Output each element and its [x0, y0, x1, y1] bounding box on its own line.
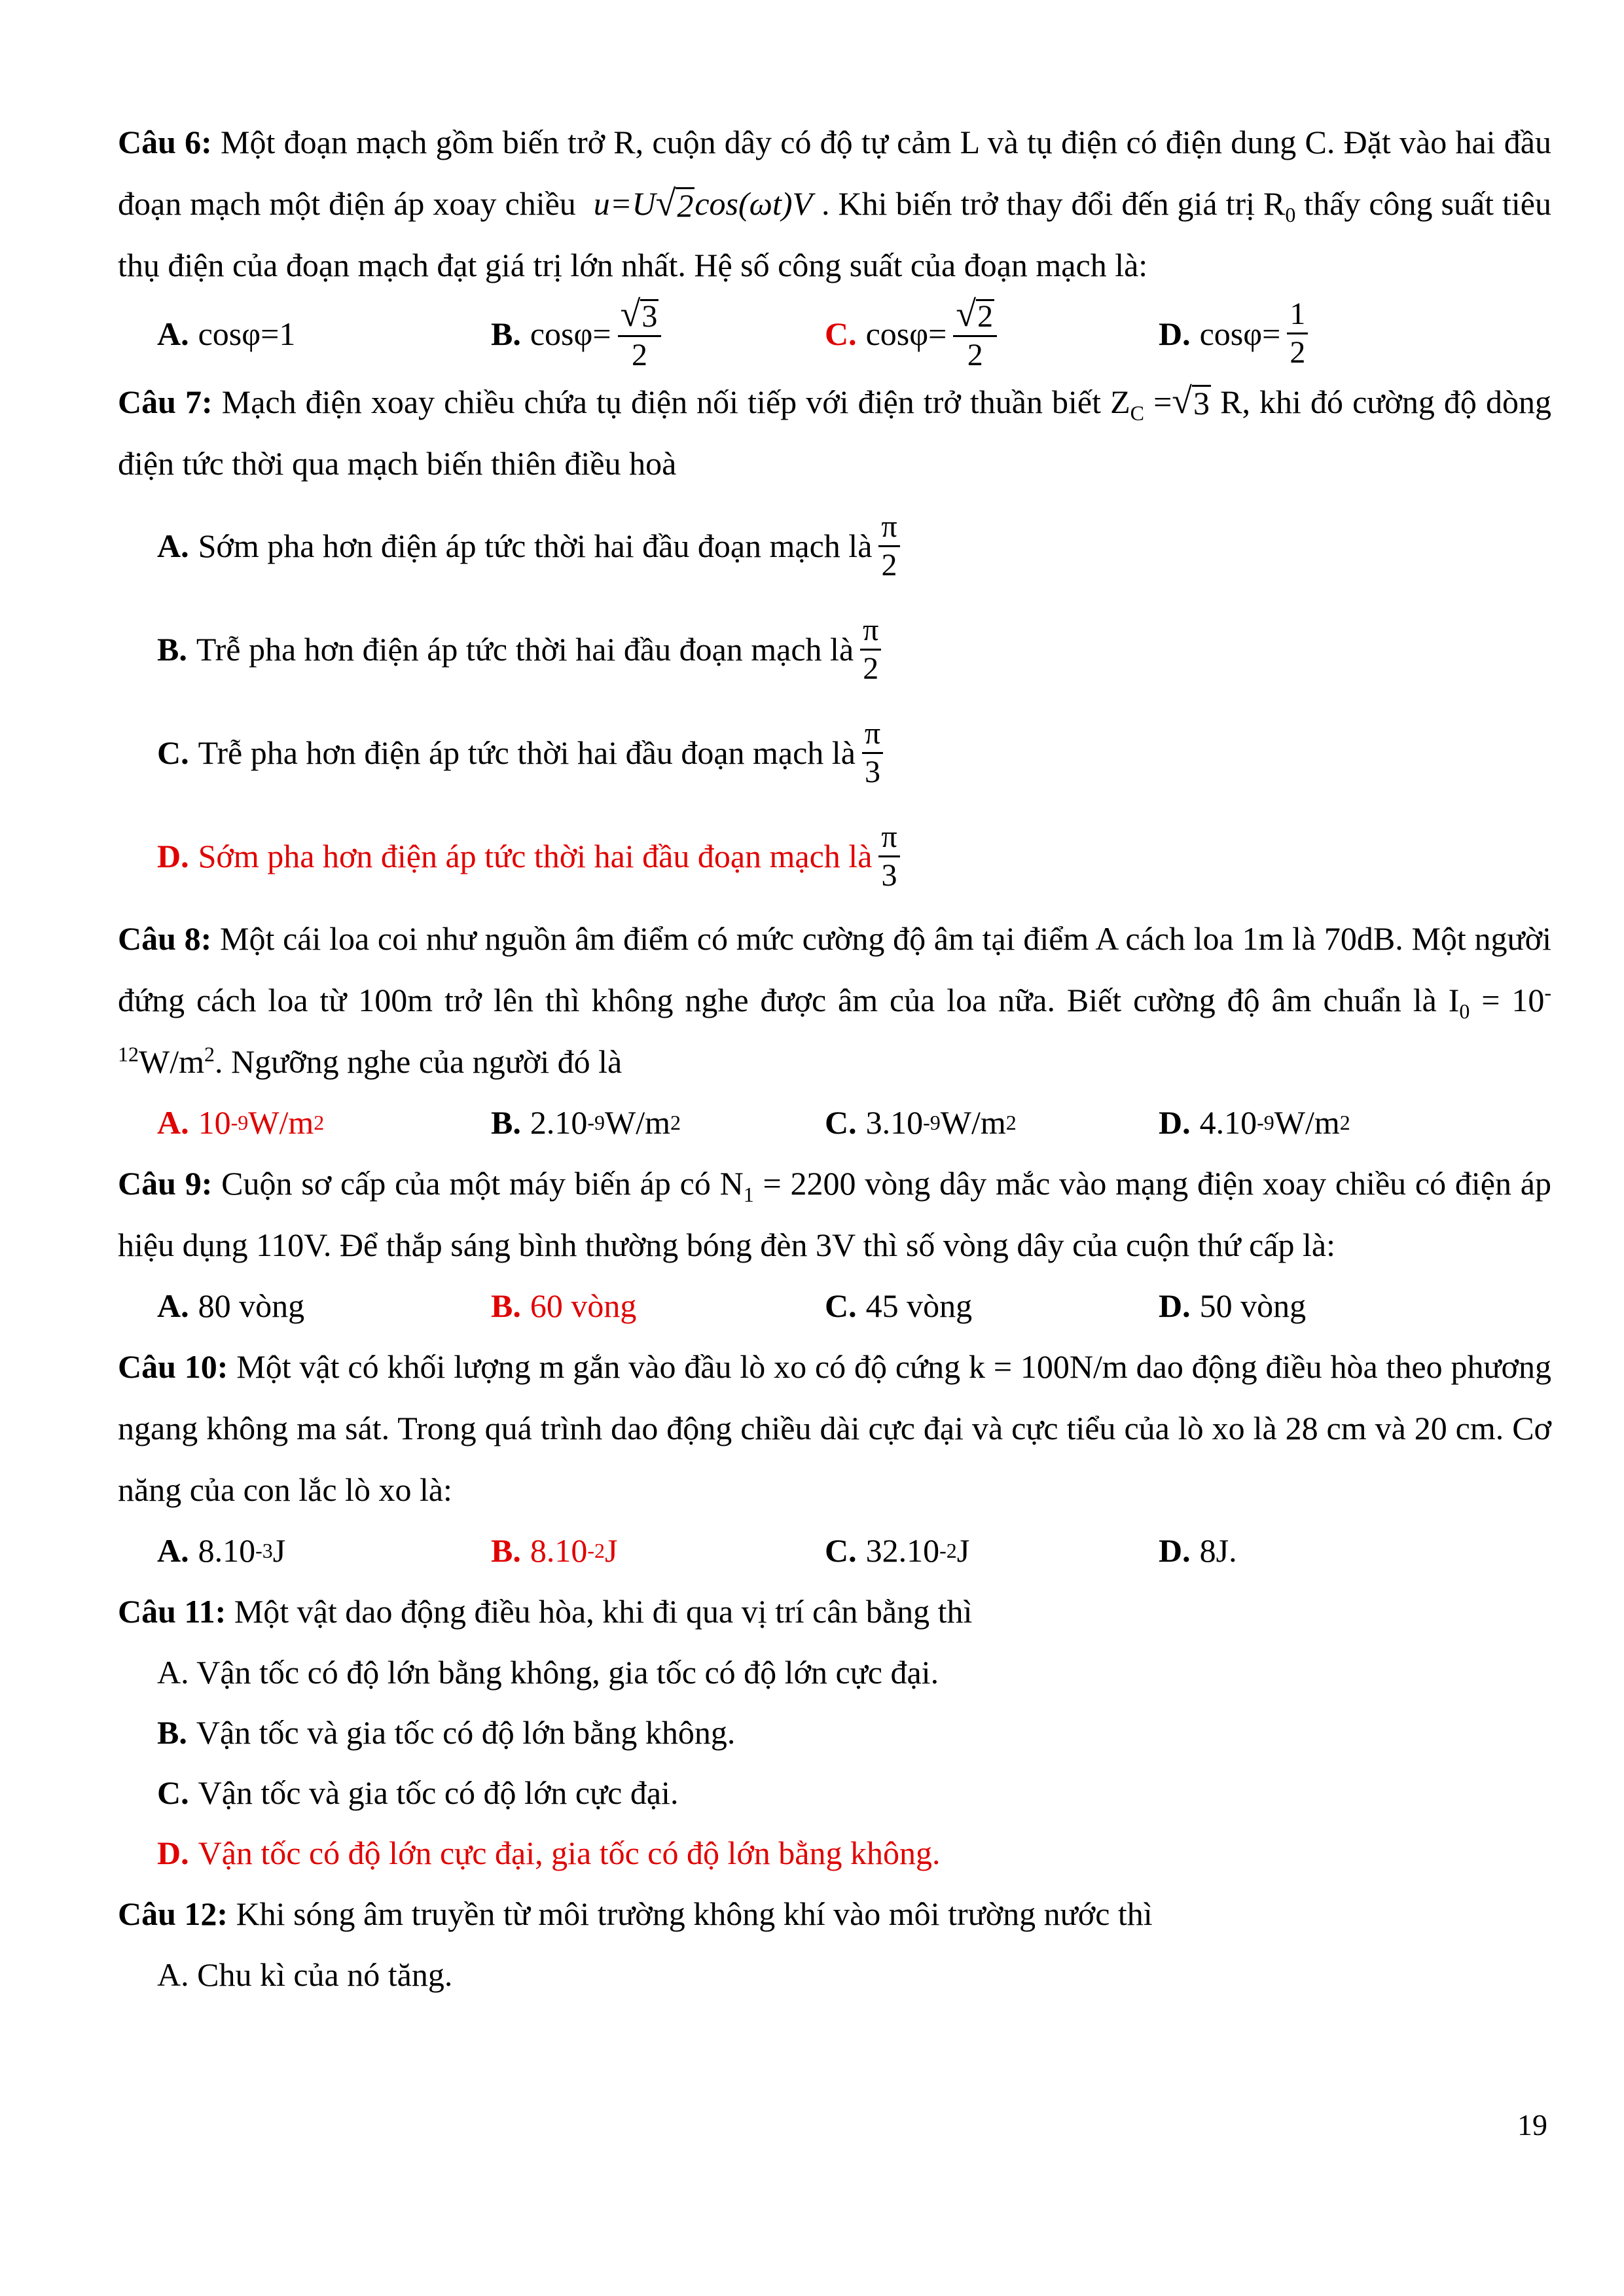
q8-option-d-unit: W/m	[1274, 1104, 1340, 1141]
q11-option-a-text: A. Vận tốc có độ lớn bằng không, gia tốc có độ lớn cực đại.	[157, 1654, 939, 1691]
question-7	[118, 371, 1551, 494]
q8-option-c[interactable]: C. 3.10 -9 W/m 2	[825, 1092, 1159, 1153]
question-9-text-a: Cuộn sơ cấp của một máy biến áp có N	[212, 1165, 744, 1202]
q10-option-a[interactable]: A. 8.10 -3 J	[157, 1520, 491, 1581]
zc-subscript: C	[1130, 401, 1144, 425]
q8-option-b-base: 2.10	[530, 1104, 588, 1141]
q10-option-a-unit: J	[272, 1532, 286, 1569]
q7-option-d-label: D.	[157, 838, 189, 874]
q6-option-c-fraction: √ 2 2	[953, 296, 997, 371]
q10-option-c[interactable]: C. 32.10 -2 J	[825, 1520, 1159, 1581]
q7-option-c-num: π	[862, 718, 883, 754]
q6-option-a[interactable]	[157, 298, 491, 370]
q10-option-d-text: 8J.	[1199, 1532, 1237, 1569]
question-6-text-b: . Khi biến trở thay đổi đến giá trị R	[821, 185, 1286, 222]
q10-option-a-label: A.	[157, 1532, 189, 1569]
q8-option-a-unit: W/m	[248, 1104, 314, 1141]
q9-option-a-label: A.	[157, 1287, 189, 1324]
q8-option-b-label: B.	[491, 1104, 521, 1141]
q12-option-a[interactable]	[118, 1945, 1551, 2005]
q6-option-b-prefix: cosφ=	[530, 315, 611, 352]
q10-option-c-label: C.	[825, 1532, 857, 1569]
q6-option-b-label: B.	[491, 315, 521, 352]
sqrt-2: √ 2	[655, 183, 694, 224]
q11-option-b[interactable]	[118, 1702, 1551, 1763]
r0-subscript: 0	[1285, 203, 1296, 226]
q7-option-b-den: 2	[863, 651, 879, 686]
question-10-label: Câu 10:	[118, 1348, 228, 1385]
q9-option-c-text: 45 vòng	[865, 1287, 973, 1324]
question-12	[118, 1883, 1551, 1945]
q8-option-b[interactable]: B. 2.10 -9 W/m 2	[491, 1092, 825, 1153]
q8-option-b-unit: W/m	[605, 1104, 670, 1141]
q9-option-d-label: D.	[1159, 1287, 1191, 1324]
q6-option-c[interactable]	[825, 296, 1159, 371]
q9-option-a-text: 80 vòng	[198, 1287, 305, 1324]
q8-option-d-label: D.	[1159, 1104, 1191, 1141]
q7-option-c-label: C.	[157, 734, 189, 771]
q8-option-c-unit: W/m	[940, 1104, 1006, 1141]
q7-option-b[interactable]	[118, 598, 1551, 701]
q10-option-c-base: 32.10	[865, 1532, 940, 1569]
question-11-label: Câu 11:	[118, 1593, 226, 1630]
question-6-text-c: thấy công suất tiêu thụ điện của đoạn mạch đạt giá trị lớn nhất. Hệ số công suất của đoạn mạch là:	[118, 185, 1552, 283]
q6-option-a-text: cosφ=1	[198, 315, 296, 352]
question-6-options	[118, 296, 1551, 371]
q7-option-a-fraction	[878, 511, 899, 581]
q6-option-d-fraction	[1287, 298, 1308, 368]
q7-option-c[interactable]	[118, 701, 1551, 804]
question-9-options	[118, 1276, 1551, 1336]
question-10	[118, 1336, 1551, 1520]
q7-option-d-den: 3	[881, 857, 897, 893]
q8-option-a-base: 10	[198, 1104, 231, 1141]
q8-option-d[interactable]: D. 4.10 -9 W/m 2	[1159, 1092, 1492, 1153]
question-12-label: Câu 12:	[118, 1895, 228, 1932]
q11-option-d-text: Vận tốc có độ lớn cực đại, gia tốc có độ lớn bằng không.	[198, 1835, 941, 1871]
q6-option-d-den: 2	[1290, 335, 1306, 370]
q10-option-b-base: 8.10	[530, 1532, 588, 1569]
question-8-unit-square: 2	[204, 1042, 215, 1066]
question-9	[118, 1153, 1551, 1276]
q10-option-a-base: 8.10	[198, 1532, 256, 1569]
q11-option-c-text: Vận tốc và gia tốc có độ lớn cực đại.	[198, 1774, 679, 1811]
q9-option-b[interactable]	[491, 1276, 825, 1336]
question-7-text-b: R, khi đó cường độ dòng điện tức thời qua mạch biến thiên điều hoà	[118, 384, 1551, 482]
question-7-eq: =	[1144, 384, 1172, 420]
q7-option-b-text: Trễ pha hơn điện áp tức thời hai đầu đoạn mạch là	[196, 631, 854, 668]
q7-option-a-text: Sớm pha hơn điện áp tức thời hai đầu đoạn mạch là	[198, 528, 873, 564]
q11-option-d-label: D.	[157, 1835, 189, 1871]
q8-option-a[interactable]: A. 10 -9 W/m 2	[157, 1092, 491, 1153]
question-8-text-d: . Ngưỡng nghe của người đó là	[214, 1043, 623, 1080]
q7-option-b-num: π	[860, 615, 881, 651]
i0-subscript: 0	[1459, 999, 1470, 1023]
question-6-text-a: Một đoạn mạch gồm biến trở R, cuộn dây có độ tự cảm L và tụ điện có điện dung C. Đặt vào hai đầu đoạn mạch một điện áp xoay chiều	[118, 124, 1551, 222]
q7-option-c-fraction	[862, 715, 883, 789]
q6-option-b-num: 3	[641, 299, 658, 334]
q12-option-a-text: A. Chu kì của nó tăng.	[157, 1956, 453, 1993]
question-10-text: Một vật có khối lượng m gắn vào đầu lò xo có độ cứng k = 100N/m dao động điều hòa theo phương ngang không ma sát. Trong quá trình dao động chiều dài cực đại và cực tiểu của lò xo là 28 cm và 20 cm. Cơ năng của con lắc lò xo là:	[118, 1348, 1551, 1508]
sqrt-3: √ 3	[1172, 381, 1210, 422]
q7-option-d-num: π	[878, 821, 899, 857]
q6-option-c-num: 2	[977, 299, 994, 334]
sqrt-2-value: 2	[677, 187, 694, 224]
q11-option-a[interactable]	[118, 1642, 1551, 1702]
question-9-label: Câu 9:	[118, 1165, 213, 1202]
q7-option-d-text: Sớm pha hơn điện áp tức thời hai đầu đoạn mạch là	[198, 838, 873, 874]
question-6	[118, 111, 1551, 296]
q11-option-d[interactable]	[118, 1823, 1551, 1883]
q7-option-c-text: Trễ pha hơn điện áp tức thời hai đầu đoạn mạch là	[198, 734, 856, 771]
question-9-text-b: = 2200 vòng dây mắc vào mạng điện xoay chiều có điện áp hiệu dụng 110V. Để thắp sáng bình thường bóng đèn 3V thì số vòng dây của cuộn thứ cấp là:	[118, 1165, 1551, 1263]
q9-option-c-label: C.	[825, 1287, 857, 1324]
question-8-exponent: -12	[118, 980, 1551, 1066]
q9-option-c[interactable]	[825, 1276, 1159, 1336]
q6-option-d-num: 1	[1287, 298, 1308, 334]
q6-option-c-label: C.	[825, 315, 857, 352]
question-6-label: Câu 6:	[118, 124, 212, 160]
question-8-label: Câu 8:	[118, 920, 212, 957]
q11-option-c[interactable]	[118, 1763, 1551, 1823]
q9-option-d-text: 50 vòng	[1199, 1287, 1307, 1324]
q10-option-d-label: D.	[1159, 1532, 1191, 1569]
q6-option-b[interactable]	[491, 296, 825, 371]
q6-option-c-prefix: cosφ=	[865, 315, 947, 352]
q10-option-d[interactable]	[1159, 1520, 1492, 1581]
q8-option-c-base: 3.10	[865, 1104, 924, 1141]
q6-option-b-den: 2	[631, 338, 647, 372]
q7-option-b-label: B.	[157, 631, 187, 668]
question-8-text-b: = 10	[1470, 982, 1545, 1018]
q11-option-b-text: Vận tốc và gia tốc có độ lớn bằng không.	[196, 1714, 736, 1751]
q7-option-b-fraction	[860, 612, 881, 686]
q6-option-d-label: D.	[1159, 315, 1191, 352]
q7-option-d[interactable]	[118, 804, 1551, 908]
q7-option-a-label: A.	[157, 528, 189, 564]
document-page	[118, 111, 1551, 2005]
question-8-unit: W/m	[139, 1043, 204, 1080]
q11-option-b-label: B.	[157, 1714, 187, 1751]
formula-u-lhs: u=U	[593, 185, 656, 222]
q10-option-b-unit: J	[605, 1532, 618, 1569]
q9-option-b-text: 60 vòng	[530, 1287, 637, 1324]
page-number: 19	[1517, 2108, 1547, 2142]
q6-option-b-fraction: √ 3 2	[618, 296, 662, 371]
q8-option-a-label: A.	[157, 1104, 189, 1141]
formula-u-rest: cos(ωt)V	[695, 185, 813, 222]
question-8-text-a: Một cái loa coi như nguồn âm điểm có mức cường độ âm tại điểm A cách loa 1m là 70dB. Một người đứng cách loa từ 100m trở lên thì không nghe được âm của loa nữa. Biết cường độ âm chuẩn là I	[118, 920, 1551, 1018]
question-8	[118, 908, 1551, 1092]
q6-option-d[interactable]	[1159, 298, 1492, 370]
q9-option-b-label: B.	[491, 1287, 521, 1324]
question-11	[118, 1581, 1551, 1642]
q6-option-c-den: 2	[967, 338, 983, 372]
q8-option-d-base: 4.10	[1199, 1104, 1257, 1141]
question-11-text: Một vật dao động điều hòa, khi đi qua vị trí cân bằng thì	[226, 1593, 973, 1630]
question-8-options	[118, 1092, 1551, 1153]
n1-subscript: 1	[743, 1183, 754, 1206]
q6-option-a-label: A.	[157, 315, 189, 352]
sqrt-3-value: 3	[1193, 385, 1210, 422]
q7-option-c-den: 3	[865, 754, 880, 789]
q9-option-a[interactable]	[157, 1276, 491, 1336]
formula-u	[594, 173, 812, 234]
question-7-label: Câu 7:	[118, 384, 213, 420]
question-12-text: Khi sóng âm truyền từ môi trường không khí vào môi trường nước thì	[228, 1895, 1153, 1932]
question-10-options	[118, 1520, 1551, 1581]
q11-option-c-label: C.	[157, 1774, 189, 1811]
q10-option-b[interactable]: B. 8.10 -2 J	[491, 1520, 825, 1581]
q10-option-c-unit: J	[956, 1532, 970, 1569]
q7-option-a[interactable]	[118, 494, 1551, 598]
question-7-text-a: Mạch điện xoay chiều chứa tụ điện nối tiếp với điện trở thuần biết Z	[212, 384, 1130, 420]
q7-option-a-num: π	[878, 511, 899, 547]
q9-option-d[interactable]	[1159, 1276, 1492, 1336]
q10-option-b-label: B.	[491, 1532, 521, 1569]
q7-option-a-den: 2	[881, 547, 897, 583]
q8-option-c-label: C.	[825, 1104, 857, 1141]
q6-option-d-prefix: cosφ=	[1199, 315, 1281, 352]
q7-option-d-fraction	[878, 821, 899, 891]
